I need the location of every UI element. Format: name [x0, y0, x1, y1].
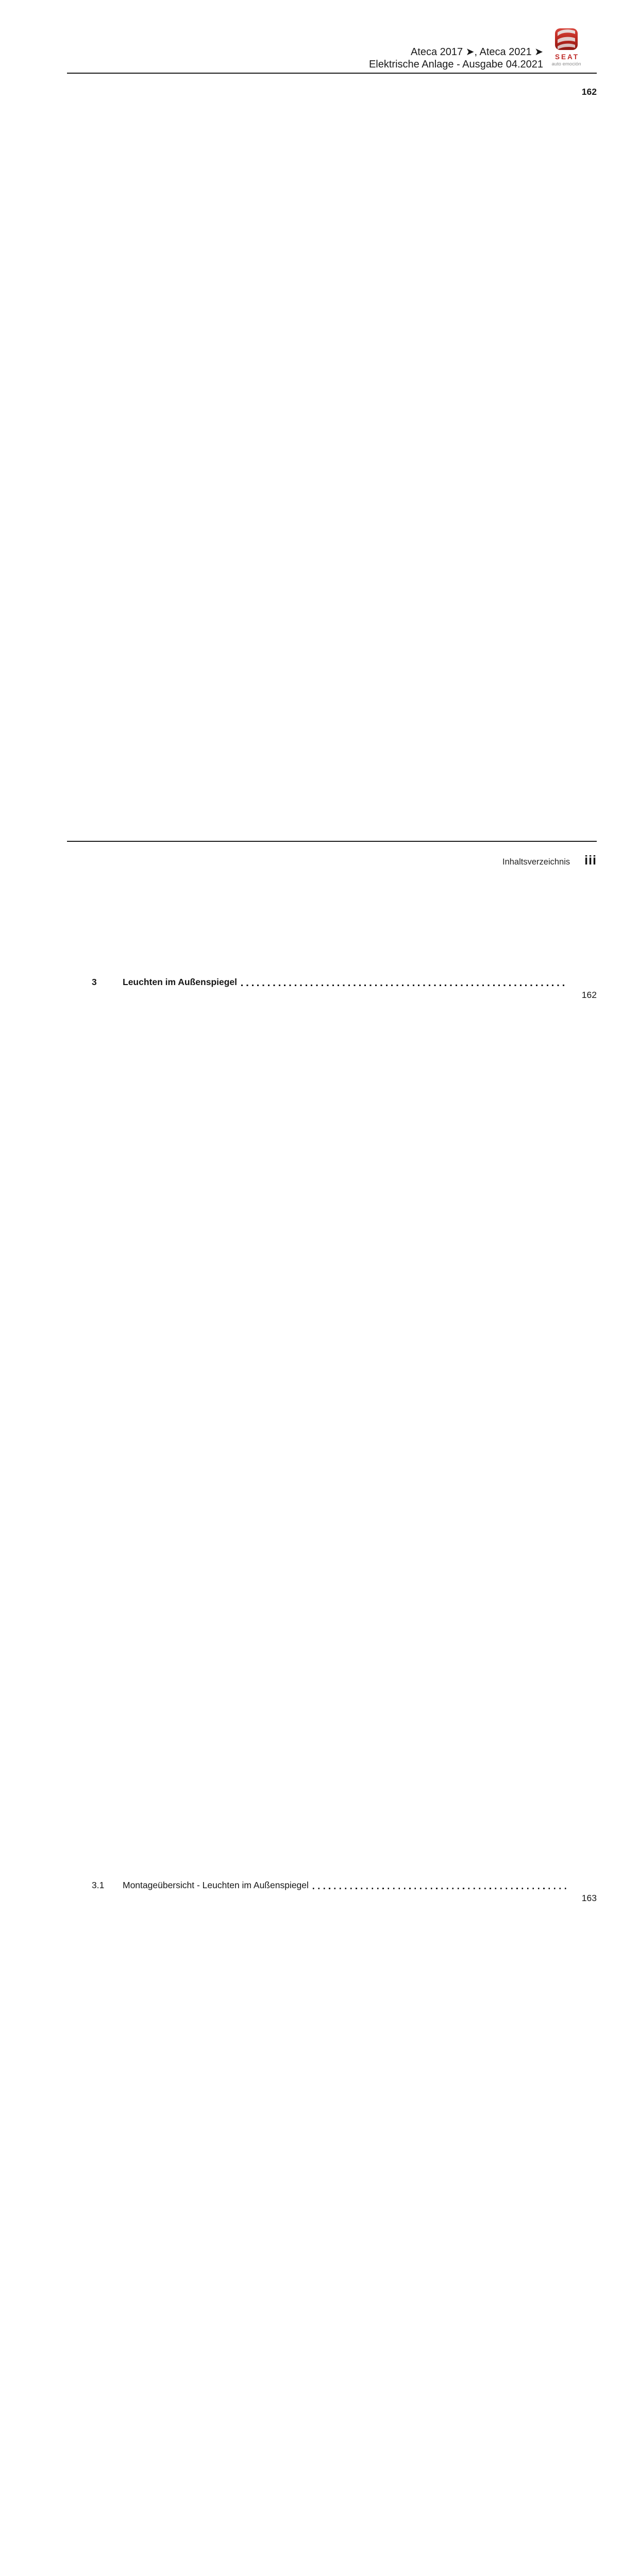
page-header: [67, 0, 597, 73]
header-divider: [67, 73, 597, 74]
toc-entry-number: 3: [92, 976, 97, 987]
toc-entry-title: Montageübersicht - Leuchten im Außenspiegel: [123, 1879, 309, 1890]
seat-emblem-icon: [554, 28, 578, 53]
footer-label: Inhaltsverzeichnis: [502, 857, 570, 867]
toc-row[interactable]: [67, 1892, 597, 2576]
toc-entry-number: 3.1: [92, 1879, 105, 1890]
footer-page-number: iii: [584, 853, 597, 868]
header-model-line: Ateca 2017 ➤, Ateca 2021 ➤: [410, 46, 543, 58]
seat-wordmark: SEAT: [554, 53, 579, 61]
dot-leader: [313, 1888, 566, 1889]
toc-entry-page: 163: [573, 1892, 597, 2576]
toc-row[interactable]: [67, 989, 597, 1892]
toc-entry-page: 162: [573, 86, 597, 989]
toc-entry-page: 162: [573, 989, 597, 1892]
seat-logo: [545, 28, 587, 66]
seat-tagline: auto emoción: [551, 61, 581, 67]
toc-entry-title: Leuchten im Außenspiegel: [123, 976, 238, 987]
header-title-block: [67, 46, 543, 71]
header-edition-line: Elektrische Anlage - Ausgabe 04.2021: [368, 58, 543, 70]
toc: [67, 80, 597, 2576]
footer-divider: [67, 841, 597, 842]
dot-leader: [241, 985, 566, 986]
page-footer: [67, 853, 597, 868]
